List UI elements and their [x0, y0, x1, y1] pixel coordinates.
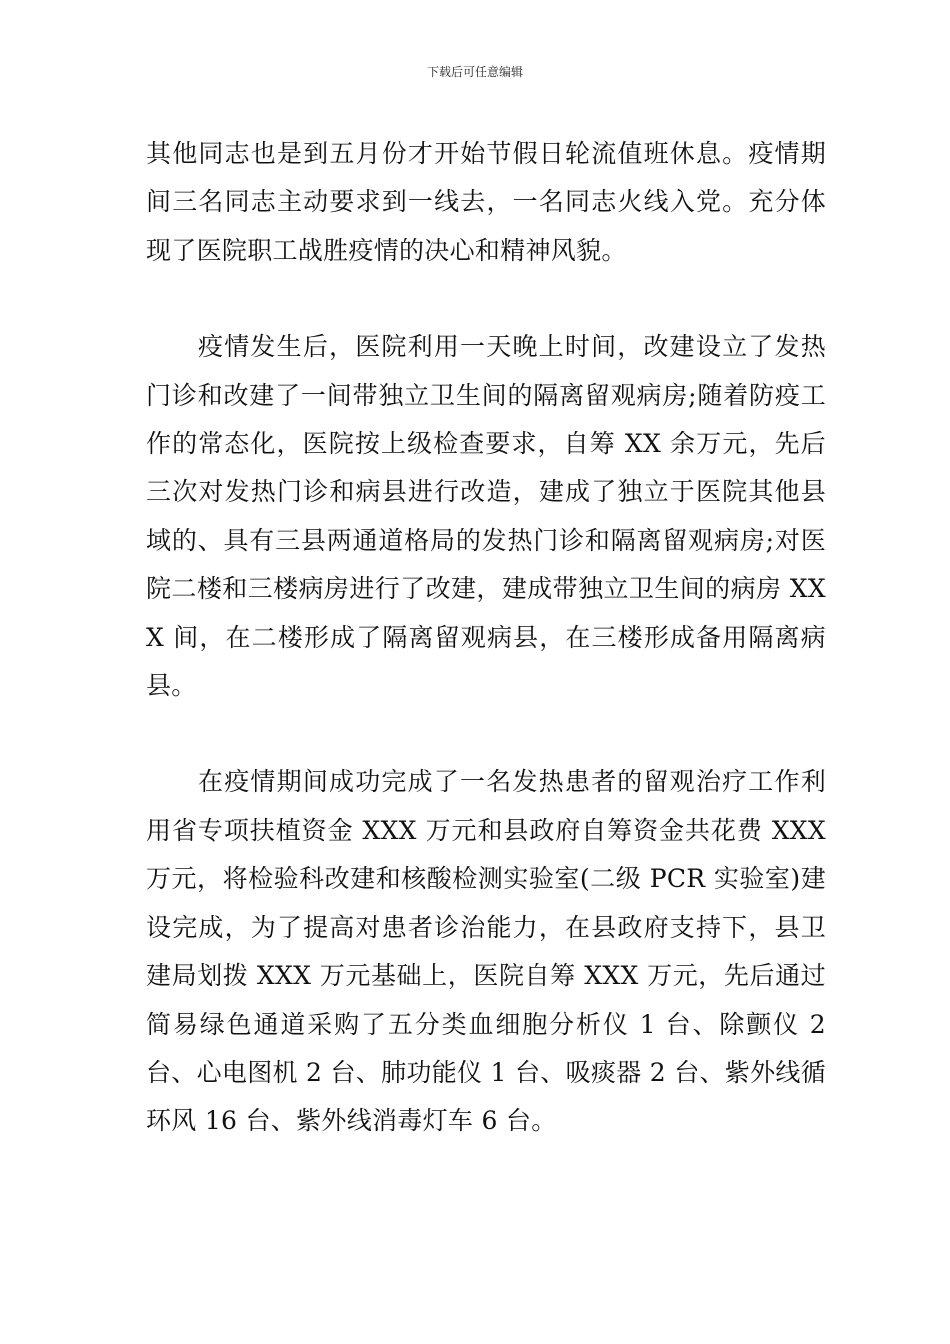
- paragraph-1: 其他同志也是到五月份才开始节假日轮流值班休息。疫情期间三名同志主动要求到一线去，一名同志火线入党。充分体现了医院职工战胜疫情的决心和精神风貌。: [146, 139, 826, 265]
- header-note: 下载后可任意编辑: [426, 65, 523, 79]
- paragraph-3: 在疫情期间成功完成了一名发热患者的留观治疗工作利用省专项扶植资金 XXX 万元和县政府自筹资金共花费 XXX 万元，将检验科改建和核酸检测实验室(二级 PCR 实验室)建设完成，为了提高对患者诊治能力，在县政府支持下，县卫建局划拨 XXX 万元基础上，医院自筹 XXX 万元，先后通过简易绿色通道采购了五分类血细胞分析仪 1 台、除颤仪 2 台、心电图机 2 台、肺功能仪 1 台、吸痰器 2 台、紫外线循环风 16 台、紫外线消毒灯车 6 台。: [146, 767, 826, 1136]
- paragraph-2: 疫情发生后，医院利用一天晚上时间，改建设立了发热门诊和改建了一间带独立卫生间的隔离留观病房;随着防疫工作的常态化，医院按上级检查要求，自筹 XX 余万元，先后三次对发热门诊和病县进行改造，建成了独立于医院其他县域的、具有三县两通道格局的发热门诊和隔离留观病房;对医院二楼和三楼病房进行了改建，建成带独立卫生间的病房 XXX 间，在二楼形成了隔离留观病县，在三楼形成备用隔离病县。: [146, 332, 826, 701]
- document-body: [146, 130, 826, 1146]
